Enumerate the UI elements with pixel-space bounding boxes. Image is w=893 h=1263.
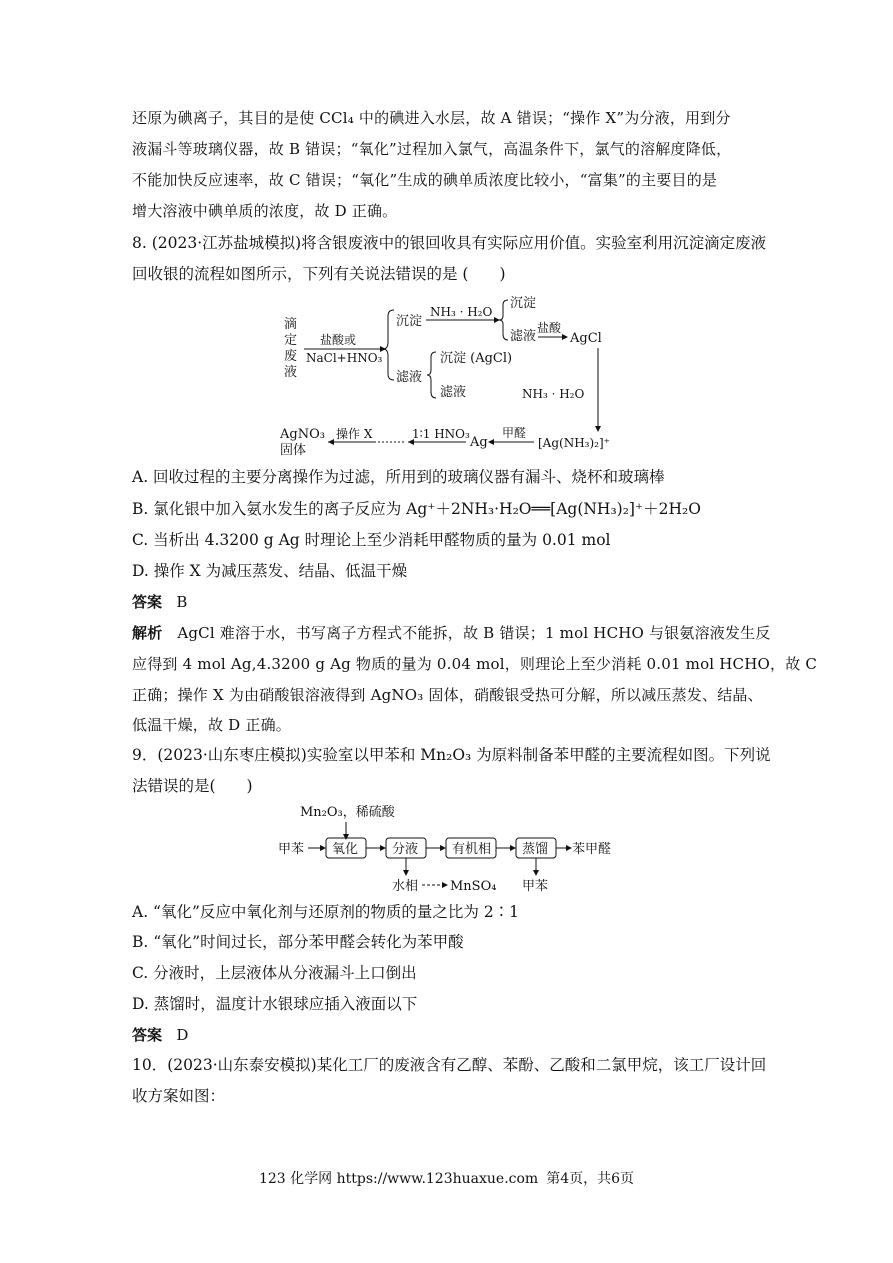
flow-start-char: 滴 — [284, 317, 298, 332]
operation-x-label: 操作 X — [336, 427, 373, 441]
hcl-label: 盐酸 — [537, 321, 562, 335]
complex-label: [Ag(NH₃)₂]⁺ — [538, 436, 610, 450]
flow-start-label: 甲苯 — [278, 842, 305, 857]
option-c: C. 分液时，上层液体从分液漏斗上口倒出 — [132, 964, 417, 982]
answer-value: B — [176, 593, 188, 611]
answer-label: 答案 — [132, 593, 163, 611]
option-d: D. 蒸馏时，温度计水银球应插入液面以下 — [132, 995, 418, 1013]
option-c: C. 当析出 4.3200 g Ag 时理论上至少消耗甲醛物质的量为 0.01 mol — [132, 531, 611, 549]
footer-site: 123 化学网 https://www.123huaxue.com — [258, 1171, 539, 1187]
step-organic-label: 有机相 — [452, 842, 492, 857]
reagent-nacl-label: NaCl+HNO₃ — [306, 351, 383, 365]
analysis-line: 正确；操作 X 为由硝酸银溶液得到 AgNO₃ 固体，硝酸银受热可分解，所以减压蒸发、结晶、 — [132, 686, 763, 704]
question-8-stem: 8. (2023·江苏盐城模拟)将含银废液中的银回收具有实际应用价值。实验室利用沉淀滴定废液 — [132, 234, 767, 252]
hcho-label: 甲醛 — [502, 426, 527, 440]
agcl-label: AgCl — [570, 331, 602, 346]
mnso4-label: MnSO₄ — [450, 879, 497, 894]
option-b: B. 氯化银中加入氨水发生的离子反应为 Ag⁺＋2NH₃·H₂O══[Ag(NH₃)₂]⁺＋2H₂O — [132, 500, 701, 518]
option-a: A. 回收过程的主要分离操作为过滤，所用到的玻璃仪器有漏斗、烧杯和玻璃棒 — [132, 468, 665, 486]
benzaldehyde-flowchart — [276, 800, 626, 895]
hno3-label: 1∶1 HNO₃ — [412, 427, 470, 441]
flow-start-char: 定 — [284, 333, 298, 348]
analysis-label: 解析 — [132, 624, 163, 642]
question-9-stem: 9．(2023·山东枣庄模拟)实验室以甲苯和 Mn₂O₃ 为原料制备苯甲醛的主要流程如图。下列说 — [132, 746, 771, 764]
answer-row — [132, 1025, 188, 1045]
footer-page-number: 第4页，共6页 — [546, 1171, 635, 1187]
step-distillation-label: 蒸馏 — [522, 842, 549, 857]
reagent-hcl-label: 盐酸或 — [320, 333, 357, 347]
step-oxidation-label: 氧化 — [332, 842, 359, 857]
analysis-line: 低温干燥，故 D 正确。 — [132, 716, 291, 734]
answer-row — [132, 592, 187, 612]
analysis-text: AgCl 难溶于水，书写离子方程式不能拆，故 B 错误；1 mol HCHO 与银氨溶液发生反 — [177, 624, 771, 642]
step-separation-label: 分液 — [392, 842, 419, 857]
filtrate2-label: 滤液 — [510, 329, 537, 344]
nh3-h2o-label: NH₃ · H₂O — [430, 305, 493, 319]
question-9-stem: 法错误的是( ) — [132, 777, 253, 795]
filtrate-label: 滤液 — [396, 370, 423, 385]
flow-start-char: 液 — [284, 365, 298, 380]
analysis-line: 液漏斗等玻璃仪器，故 B 错误；“氧化”过程加入氯气，高温条件下，氯气的溶解度降低， — [132, 140, 732, 158]
aqueous-label: 水相 — [392, 879, 419, 894]
page-footer — [0, 1168, 893, 1188]
silver-recovery-flowchart — [270, 292, 630, 462]
question-10-stem: 10．(2023·山东泰安模拟)某化工厂的废液含有乙醇、苯酚、乙酸和二氯甲烷，该工厂设计回 — [132, 1056, 767, 1074]
analysis-line: 应得到 4 mol Ag,4.3200 g Ag 物质的量为 0.04 mol，则理论上至少消耗 0.01 mol HCHO，故 C — [132, 655, 818, 673]
question-8-stem: 回收银的流程如图所示，下列有关说法错误的是 ( ) — [132, 265, 506, 283]
answer-label: 答案 — [132, 1026, 163, 1044]
product-agno3-label: AgNO₃ — [280, 427, 325, 442]
answer-value: D — [176, 1026, 189, 1044]
analysis-row — [132, 623, 771, 643]
option-b: B. “氧化”时间过长，部分苯甲醛会转化为苯甲酸 — [132, 933, 464, 951]
flow-start-char: 废 — [284, 349, 298, 364]
question-10-stem: 收方案如图： — [132, 1087, 226, 1105]
nh3-h2o-right-label: NH₃ · H₂O — [522, 387, 585, 401]
option-a: A. “氧化”反应中氧化剂与还原剂的物质的量之比为 2∶1 — [132, 903, 520, 921]
product-label: 苯甲醛 — [572, 842, 612, 857]
precipitate-agcl-label: 沉淀 (AgCl) — [440, 351, 513, 366]
reagent-label: Mn₂O₃，稀硫酸 — [300, 805, 395, 820]
option-d: D. 操作 X 为减压蒸发、结晶、低温干燥 — [132, 562, 408, 580]
product-solid-label: 固体 — [280, 443, 307, 458]
precipitate2-label: 沉淀 — [510, 296, 537, 311]
analysis-line: 还原为碘离子，其目的是使 CCl₄ 中的碘进入水层，故 A 错误；“操作 X”为分液，用到分 — [132, 109, 731, 127]
analysis-line: 增大溶液中碘单质的浓度，故 D 正确。 — [132, 202, 398, 220]
toluene-recycled-label: 甲苯 — [522, 879, 549, 894]
filtrate3-label: 滤液 — [440, 385, 467, 400]
analysis-line: 不能加快反应速率，故 C 错误；“氧化”生成的碘单质浓度比较小，“富集”的主要目的是 — [132, 171, 718, 189]
ag-label: Ag — [470, 435, 488, 450]
precipitate-label: 沉淀 — [396, 314, 423, 329]
